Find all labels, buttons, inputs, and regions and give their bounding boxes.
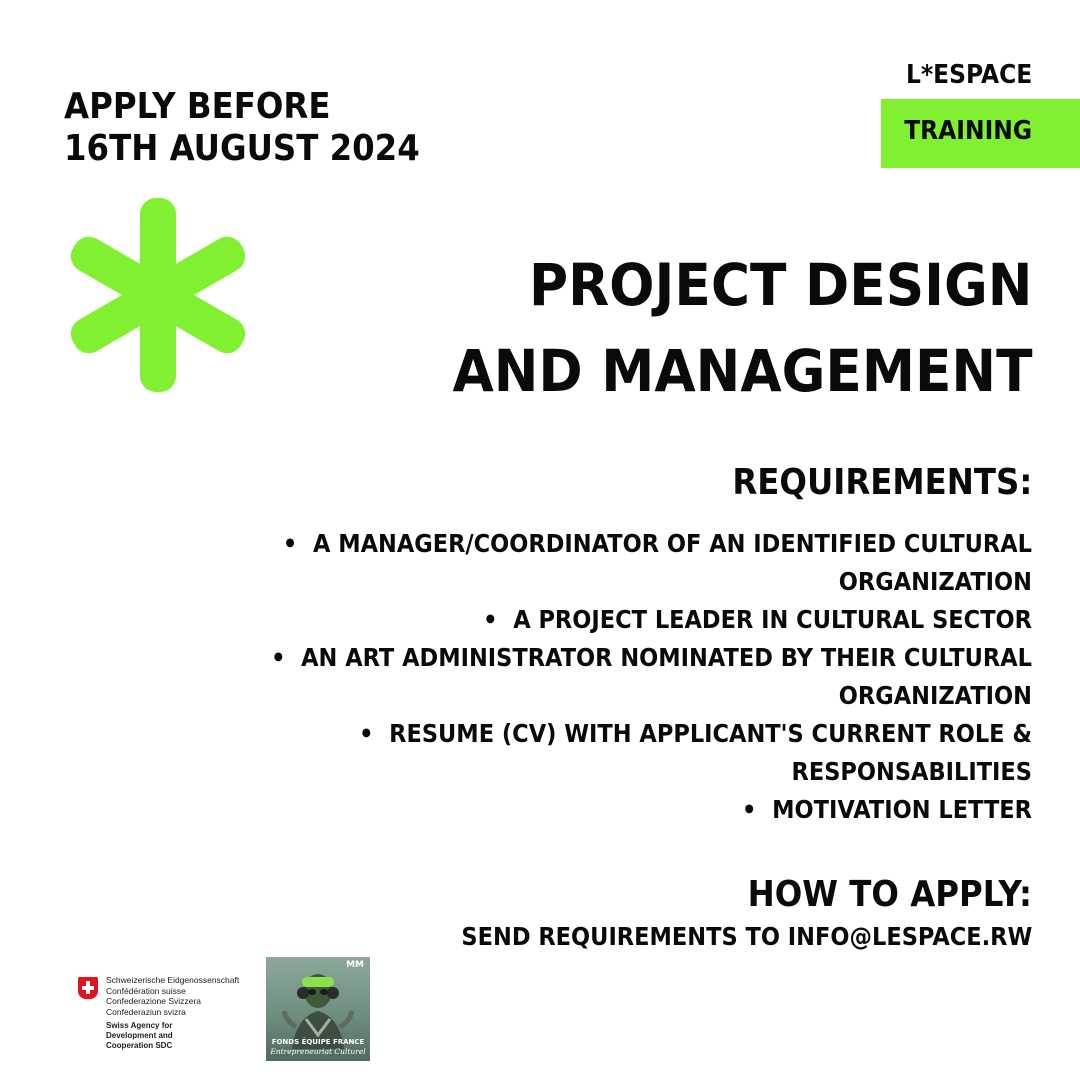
how-to-apply-text: SEND REQUIREMENTS TO INFO@LESPACE.RW — [461, 922, 1032, 951]
fonds-equipe-france-logo — [266, 957, 370, 1061]
asterisk-icon — [66, 196, 250, 394]
sdc-name-rm: Confederaziun svizra — [106, 1006, 186, 1017]
swiss-cross-icon — [78, 977, 98, 999]
requirements-list — [222, 525, 1032, 829]
poster-badge: MM — [346, 960, 364, 970]
list-item: • A PROJECT LEADER IN CULTURAL SECTOR — [222, 601, 1032, 639]
page-title — [452, 242, 1032, 414]
poster-subtitle: Entrepreneuriat Culturel — [270, 1047, 366, 1056]
category-tag — [881, 99, 1080, 168]
title-line-2: AND MANAGEMENT — [451, 337, 1032, 405]
list-item: • AN ART ADMINISTRATOR NOMINATED BY THEIR CULTURAL ORGANIZATION — [222, 639, 1032, 715]
sdc-name-it: Confederazione Svizzera — [106, 996, 201, 1006]
sdc-name-fr: Confédération suisse — [106, 985, 186, 996]
deadline-line-1: APPLY BEFORE — [64, 86, 331, 127]
organizer-name: L*ESPACE — [905, 60, 1032, 90]
sdc-agency: Swiss Agency for Development and Cooperation SDC — [106, 1021, 173, 1050]
list-item: • RESUME (CV) WITH APPLICANT'S CURRENT ROLE & RESPONSABILITIES — [222, 715, 1032, 791]
category-tag-label: TRAINING — [904, 116, 1032, 146]
title-line-1: PROJECT DESIGN — [528, 251, 1032, 319]
sdc-names — [106, 975, 239, 1017]
deadline — [64, 86, 420, 170]
list-item: • A MANAGER/COORDINATOR OF AN IDENTIFIED CULTURAL ORGANIZATION — [222, 525, 1032, 601]
requirements-heading: REQUIREMENTS: — [732, 462, 1032, 503]
how-to-apply-heading: HOW TO APPLY: — [747, 874, 1032, 915]
poster-title: FONDS ÉQUIPE FRANCE — [271, 1038, 365, 1046]
list-item: • MOTIVATION LETTER — [222, 791, 1032, 829]
sdc-name-de: Schweizerische Eidgenossenschaft — [106, 975, 240, 985]
deadline-line-2: 16TH AUGUST 2024 — [64, 128, 420, 169]
